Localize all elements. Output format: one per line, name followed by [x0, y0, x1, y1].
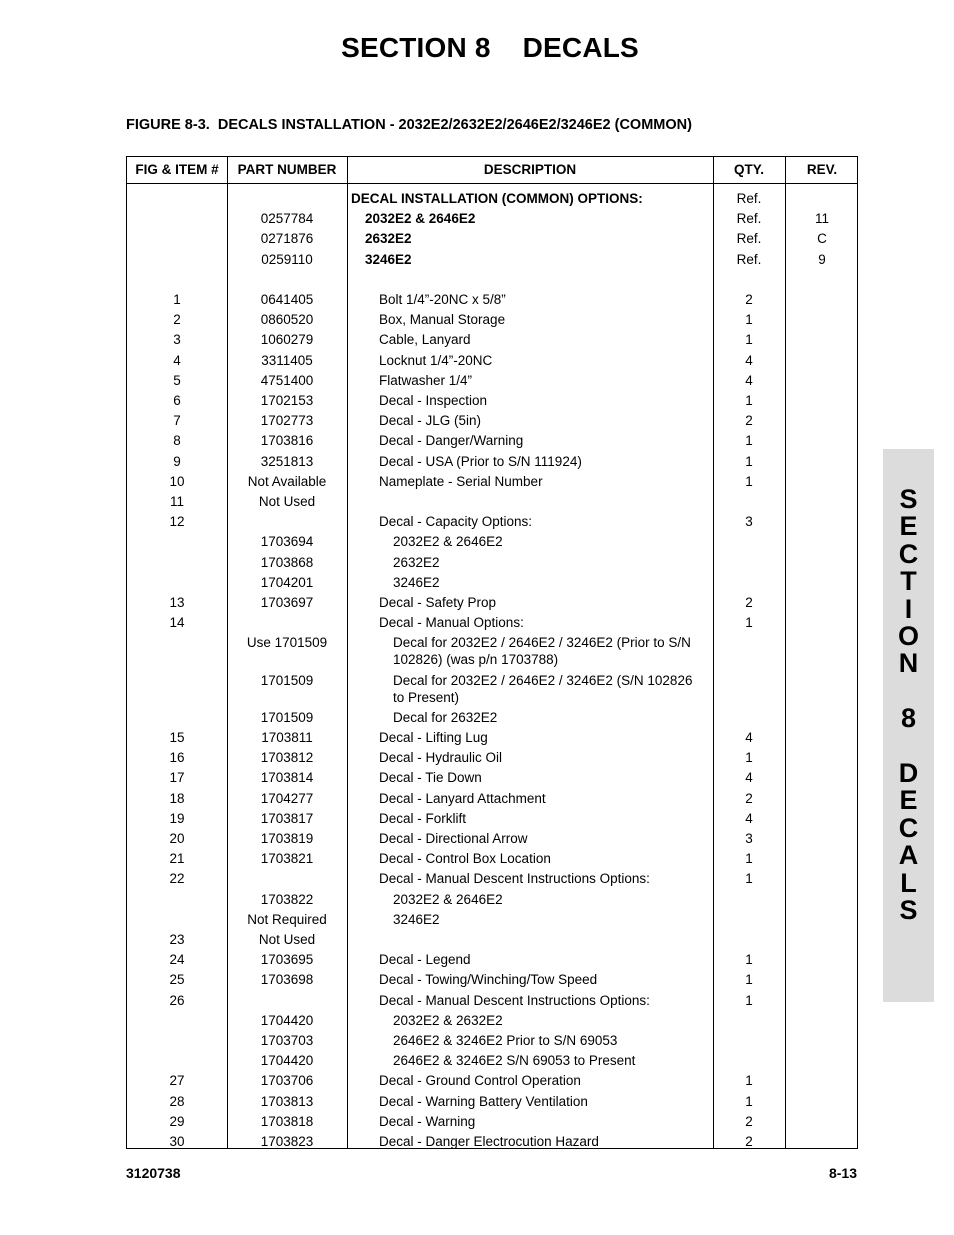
qty-cell: 1 — [745, 851, 753, 867]
table-row — [127, 633, 857, 670]
table-row — [127, 310, 857, 330]
qty-cell: 1 — [745, 332, 753, 348]
fig-item-cell: 20 — [169, 831, 185, 846]
part-number-cell: 1702773 — [260, 413, 314, 429]
part-number-cell: 1703812 — [260, 750, 314, 766]
qty-cell: 1 — [745, 992, 753, 1008]
fig-item-cell: 15 — [169, 730, 185, 745]
part-number-cell: Use 1701509 — [246, 635, 328, 651]
description-cell: Decal - Manual Options: — [379, 615, 524, 631]
fig-item-cell: 5 — [173, 372, 181, 388]
description-cell: Decal - Manual Descent Instructions Options: — [379, 871, 650, 887]
description-cell: Decal - Ground Control Operation — [379, 1073, 581, 1089]
description-cell: Decal - Manual Descent Instructions Options: — [379, 992, 650, 1008]
description-cell: Decal - Danger/Warning — [379, 433, 524, 449]
figure-title: FIGURE 8-3. DECALS INSTALLATION - 2032E2/2632E2/2646E2/3246E2 (COMMON) — [126, 117, 692, 133]
part-number-cell: 0271876 — [260, 231, 314, 247]
qty-cell: 2 — [745, 790, 753, 806]
part-number-cell: Not Available — [247, 473, 327, 489]
fig-item-cell: 7 — [173, 413, 181, 429]
table-row — [127, 950, 857, 970]
table-row — [127, 708, 857, 728]
qty-cell: Ref. — [736, 231, 762, 247]
header-qty: QTY. — [733, 162, 764, 177]
part-number-cell: 1703706 — [260, 1073, 314, 1089]
fig-item-cell: 1 — [173, 292, 181, 307]
description-cell: 2646E2 & 3246E2 Prior to S/N 69053 — [393, 1033, 618, 1048]
description-cell: Decal - Inspection — [379, 393, 488, 408]
table-row — [127, 1071, 857, 1091]
part-number-cell: 0641405 — [260, 292, 314, 307]
description-cell: Decal - Warning — [379, 1113, 476, 1129]
fig-item-cell: 10 — [169, 473, 185, 489]
fig-item-cell: 18 — [169, 790, 185, 806]
rev-cell: 9 — [818, 251, 826, 267]
fig-item-cell: 30 — [169, 1134, 185, 1149]
description-cell: Decal - Tie Down — [379, 770, 482, 786]
description-cell: Decal - JLG (5in) — [379, 413, 482, 429]
qty-cell: 1 — [745, 433, 753, 449]
side-tab-letter: O — [897, 621, 919, 651]
table-row — [127, 1011, 857, 1031]
part-number-cell: 1703823 — [260, 1134, 314, 1149]
table-row — [127, 789, 857, 809]
description-cell: Decal - Forklift — [379, 810, 467, 826]
fig-item-cell: 17 — [169, 770, 185, 786]
table-row — [127, 229, 857, 249]
qty-cell: 3 — [745, 831, 753, 846]
table-row — [127, 492, 857, 512]
description-cell: Decal - Danger Electrocution Hazard — [379, 1134, 599, 1149]
description-cell: Decal - Safety Prop — [379, 595, 497, 610]
part-number-cell: 1704420 — [260, 1012, 314, 1028]
description-cell: Decal for 2032E2 / 2646E2 / 3246E2 (Prior to S/N 102826) (was p/n 1703788) — [393, 635, 691, 668]
part-number-cell: Not Required — [247, 911, 327, 927]
table-row — [127, 768, 857, 788]
description-cell: Decal - Lifting Lug — [379, 730, 488, 745]
qty-cell: 1 — [745, 1073, 753, 1089]
fig-item-cell: 28 — [169, 1093, 185, 1109]
part-number-cell: 1704277 — [260, 790, 314, 806]
side-tab-letter: E — [899, 511, 918, 542]
table-row — [127, 452, 857, 472]
description-cell: Cable, Lanyard — [379, 332, 471, 348]
table-row — [127, 330, 857, 350]
description-cell: Decal - USA (Prior to S/N 111924) — [379, 453, 582, 469]
table-row — [127, 290, 857, 310]
header-fig-item: FIG & ITEM # — [135, 162, 219, 177]
table-row — [127, 1051, 857, 1071]
table-row — [127, 532, 857, 552]
description-cell: Decal for 2032E2 / 2646E2 / 3246E2 (S/N 102826 to Present) — [393, 672, 693, 705]
fig-item-cell: 3 — [173, 332, 181, 348]
table-row — [127, 553, 857, 573]
fig-item-cell: 22 — [169, 871, 185, 887]
fig-item-cell: 11 — [169, 494, 184, 509]
description-cell: 3246E2 — [365, 251, 412, 267]
part-number-cell: 1703819 — [260, 831, 314, 846]
description-cell: Decal - Control Box Location — [379, 851, 551, 867]
part-number-cell: 3251813 — [260, 453, 314, 469]
table-row — [127, 512, 857, 532]
table-row — [127, 613, 857, 633]
table-row — [127, 391, 857, 411]
part-number-cell: 1703868 — [260, 554, 314, 570]
description-cell: Box, Manual Storage — [379, 312, 506, 328]
description-cell: 2032E2 & 2646E2 — [393, 891, 503, 907]
table-row — [127, 1132, 857, 1152]
table-row — [127, 1092, 857, 1112]
fig-item-cell: 19 — [169, 810, 185, 826]
qty-cell: 2 — [745, 595, 753, 610]
table-row — [127, 748, 857, 768]
header-description: DESCRIPTION — [483, 162, 577, 177]
side-tab-letter: C — [898, 812, 919, 843]
document-number: 3120738 — [126, 1165, 181, 1181]
parts-table — [126, 156, 858, 1149]
side-tab-letter: I — [904, 593, 913, 624]
side-tab-letter: T — [900, 566, 917, 597]
qty-cell: 1 — [745, 393, 753, 408]
qty-cell: 1 — [745, 750, 753, 766]
header-divider — [127, 183, 857, 184]
table-row — [127, 869, 857, 889]
qty-cell: 1 — [745, 312, 753, 328]
description-cell: 3246E2 — [393, 911, 440, 927]
table-row — [127, 431, 857, 451]
table-row — [127, 829, 857, 849]
description-cell: Decal for 2632E2 — [393, 709, 498, 725]
part-number-cell: 1704420 — [260, 1053, 314, 1069]
part-number-cell: 1703697 — [260, 595, 314, 610]
description-cell: Flatwasher 1/4” — [379, 372, 473, 388]
part-number-cell: 1703698 — [260, 972, 314, 988]
qty-cell: Ref. — [736, 211, 762, 227]
header-rev: REV. — [806, 162, 838, 177]
header-part-number: PART NUMBER — [237, 162, 337, 177]
table-row — [127, 351, 857, 371]
fig-item-cell: 26 — [169, 992, 185, 1008]
part-number-cell: 1702153 — [260, 393, 314, 408]
part-number-cell: 1703816 — [260, 433, 314, 449]
part-number-cell: 0257784 — [260, 211, 314, 227]
qty-cell: 1 — [745, 871, 753, 887]
description-cell: Bolt 1/4”-20NC x 5/8” — [379, 292, 506, 307]
fig-item-cell: 25 — [169, 972, 185, 988]
description-cell: 2032E2 & 2646E2 — [393, 534, 503, 550]
description-cell: Locknut 1/4”-20NC — [379, 352, 493, 368]
fig-item-cell: 27 — [169, 1073, 185, 1089]
section-side-tab — [883, 449, 934, 1002]
fig-item-cell: 21 — [169, 851, 185, 867]
part-number-cell: 0259110 — [261, 251, 313, 267]
table-row — [127, 472, 857, 492]
qty-cell: 1 — [745, 453, 753, 469]
table-row — [127, 573, 857, 593]
description-cell: 2032E2 & 2646E2 — [365, 211, 476, 227]
qty-cell: 1 — [745, 972, 753, 988]
description-cell: Decal - Warning Battery Ventilation — [379, 1093, 588, 1109]
part-number-cell: 1703818 — [260, 1113, 314, 1129]
side-tab-letter: D — [898, 758, 919, 788]
part-number-cell: 1703703 — [260, 1033, 314, 1048]
qty-cell: 1 — [745, 1093, 753, 1109]
fig-item-cell: 12 — [169, 514, 185, 530]
section-title: SECTION 8 DECALS — [341, 32, 639, 63]
qty-cell: Ref. — [736, 251, 762, 267]
fig-item-cell: 4 — [173, 352, 181, 368]
qty-cell: 2 — [745, 413, 753, 429]
description-cell: Decal - Towing/Winching/Tow Speed — [379, 972, 598, 988]
fig-item-cell: 6 — [173, 393, 181, 408]
table-row — [127, 991, 857, 1011]
table-row — [127, 250, 857, 270]
table-row — [127, 930, 857, 950]
description-cell: Decal - Legend — [379, 952, 471, 968]
qty-cell: 2 — [745, 1134, 753, 1149]
description-cell: 2032E2 & 2632E2 — [393, 1012, 503, 1028]
side-tab-letter: C — [898, 538, 919, 569]
part-number-cell: 1703695 — [260, 952, 314, 968]
fig-item-cell: 23 — [169, 932, 185, 947]
part-number-cell: 1703822 — [260, 891, 314, 907]
part-number-cell: Not Used — [258, 932, 316, 947]
table-row — [127, 189, 857, 209]
fig-item-cell: 2 — [173, 312, 181, 328]
part-number-cell: 1703821 — [260, 851, 314, 867]
side-tab-letter: S — [899, 484, 918, 514]
qty-cell: 4 — [745, 352, 753, 368]
table-row — [127, 411, 857, 431]
fig-item-cell: 8 — [173, 433, 181, 449]
table-row — [127, 209, 857, 229]
table-row — [127, 1031, 857, 1051]
table-row — [127, 593, 857, 613]
qty-cell: Ref. — [736, 191, 762, 206]
table-row — [127, 809, 857, 829]
table-row — [127, 270, 857, 290]
part-number-cell: 1703814 — [260, 770, 314, 786]
fig-item-cell: 13 — [169, 595, 185, 610]
description-cell: Decal - Hydraulic Oil — [379, 750, 503, 766]
qty-cell: 3 — [745, 514, 753, 530]
part-number-cell: 0860520 — [260, 312, 314, 328]
side-tab-letter: S — [899, 895, 918, 925]
qty-cell: 1 — [745, 615, 753, 631]
description-cell: Nameplate - Serial Number — [379, 473, 543, 489]
rev-cell: C — [817, 231, 827, 247]
fig-item-cell: 16 — [169, 750, 185, 766]
table-row — [127, 1112, 857, 1132]
table-row — [127, 849, 857, 869]
description-cell: Decal - Capacity Options: — [379, 514, 533, 530]
fig-item-cell: 9 — [173, 453, 181, 469]
table-row — [127, 970, 857, 990]
side-tab-letter: E — [899, 785, 918, 816]
side-tab-letter: A — [898, 840, 919, 871]
side-tab-letter: 8 — [900, 703, 917, 734]
description-cell: Decal - Lanyard Attachment — [379, 790, 546, 806]
part-number-cell: 1703817 — [260, 810, 314, 826]
fig-item-cell: 24 — [169, 952, 185, 968]
part-number-cell: 1701509 — [260, 709, 314, 725]
qty-cell: 4 — [745, 770, 753, 786]
qty-cell: 1 — [745, 952, 753, 968]
qty-cell: 2 — [745, 292, 753, 307]
part-number-cell: 1701509 — [260, 672, 314, 688]
part-number-cell: 1703813 — [260, 1093, 314, 1109]
part-number-cell: Not Used — [258, 494, 316, 509]
table-row — [127, 371, 857, 391]
part-number-cell: 1703811 — [261, 730, 313, 745]
qty-cell: 4 — [745, 730, 753, 745]
qty-cell: 4 — [745, 372, 753, 388]
part-number-cell: 1060279 — [260, 332, 314, 348]
part-number-cell: 1704201 — [260, 574, 314, 590]
fig-item-cell: 14 — [169, 615, 185, 631]
side-tab-letter: N — [898, 648, 919, 679]
part-number-cell: 4751400 — [260, 372, 314, 388]
part-number-cell: 1703694 — [260, 534, 314, 550]
qty-cell: 4 — [745, 810, 753, 826]
table-row — [127, 910, 857, 930]
description-cell: 2632E2 — [365, 231, 412, 247]
part-number-cell: 3311405 — [261, 352, 313, 368]
rev-cell: 11 — [814, 211, 829, 227]
page-number: 8-13 — [828, 1165, 857, 1181]
qty-cell: 1 — [745, 473, 753, 489]
qty-cell: 2 — [745, 1113, 753, 1129]
description-cell: 3246E2 — [393, 574, 440, 590]
description-cell: DECAL INSTALLATION (COMMON) OPTIONS: — [351, 191, 643, 206]
description-cell: 2632E2 — [393, 554, 440, 570]
table-row — [127, 728, 857, 748]
description-cell: 2646E2 & 3246E2 S/N 69053 to Present — [393, 1053, 636, 1069]
table-row — [127, 890, 857, 910]
description-cell: Decal - Directional Arrow — [379, 831, 528, 846]
fig-item-cell: 29 — [169, 1113, 185, 1129]
table-row — [127, 671, 857, 708]
side-tab-letter: L — [900, 867, 917, 898]
